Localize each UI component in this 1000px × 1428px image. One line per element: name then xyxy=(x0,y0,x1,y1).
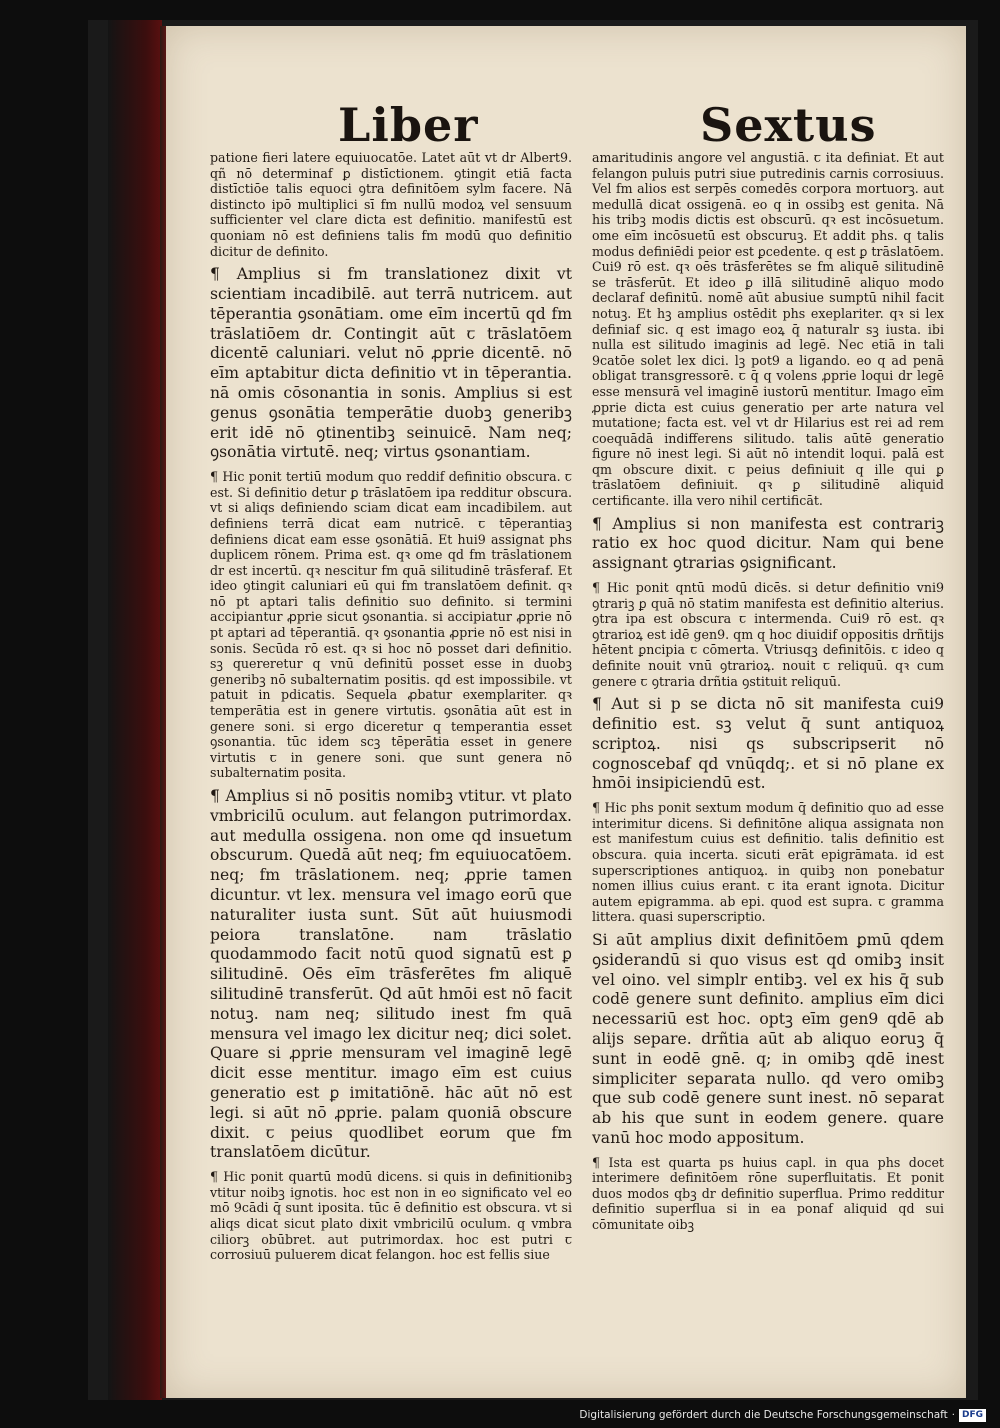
paragraph: ¶ Ista est quarta ps huius capl. in qua phs docet interimere definitōem rōne superfluitatis. Et ponit duos modos qbꝫ dr definitio superflua. Primo redditur definitio superflua si in ea ponaf aliquid qd sui cōmunitate oibꝫ xyxy=(592,1154,944,1233)
paragraph: ¶ Hic ponit quartū modū dicens. si quis in definitionibꝫ vtitur noibꝫ ignotis. hoc est non in eo significato vel eo mō 9cādi q̄ sunt iposita. tūc ē definitio est obscura. vt si aliqs dicat sicut plato dixit vmbricilū oculum. q vmbra ciliorꝫ obūbret. aut putrimordax. hoc est putri ꞇ corrosiuū puluerem dicat felangon. hoc est fellis siue xyxy=(210,1169,572,1263)
paragraph: ¶ Aut si p se dicta nō sit manifesta cui9 definitio est. sꝫ velut q̄ sunt antiquoꝝ scriptoꝝ. nisi qs subscripserit nō cognoscebaf qd vnūqdq;. et si nō plane ex hmōi insipiciendū est. xyxy=(592,695,944,793)
dfg-logo[interactable]: DFG xyxy=(959,1409,986,1422)
paragraph: Si aūt amplius dixit definitōem ꝑmū qdem ꝯsiderandū si quo visus est qd omibꝫ insit vel oino. vel simplr entibꝫ. vel ex his q̄ sub codē genere sunt definito. amplius eīm dici necessariū est hoc. optꝫ eīm gen9 qdē ab alijs separe. drñtia aūt ab aliquo eoruꝫ q̄ sunt in eodē gnē. q; in omibꝫ qdē inest simpliciter separata nullo. qd vero omibꝫ que sub codē genere sunt inest. nō separat ab his que sunt in eodem genere. quare vanū hoc modo appositum. xyxy=(592,930,944,1147)
footer-separator: · xyxy=(951,1409,955,1421)
running-head-left: Liber xyxy=(338,98,479,152)
running-head-right: Sextus xyxy=(700,98,877,152)
paragraph: amaritudinis angore vel angustiā. ꞇ ita definiat. Et aut felangon puluis putri siue putredinis carnis corrosiuus. Vel fm alios est serpēs comedēs corpora mortuorꝫ. aut medullā dicat ossigenā. eo q in ossibꝫ est genita. Nā his tribꝫ modis dictis est obscurū. qꝛ est incōsuetum. ome eīm incōsuetū est obscuruꝫ. Et addit phs. q talis modus definiēdi peior est ꝑcedente. q est ꝑ trāslatōem. Cui9 rō est. qꝛ oēs trāsferētes se fm aliquē silitudinē se trāsferūt. Et ideo ꝑ illā silitudinē aliquo modo declaraf definitū. nomē aūt abusiue sumptū nihil facit notuꝫ. Et hꝫ amplius ostēdit phs exeplariter. qꝛ si lex definiaf sic. q est imago eoꝝ q̄ naturalr sꝫ iusta. ibi nulla est silitudo imaginis ad legē. Nec etiā in tali 9catōe solet lex dici. lꝫ pot9 a ligando. eo q ad penā obligat transgressorē. ꞇ q̄ q volens ꝓprie loqui dr legē esse mensurā vel imaginē iustorū mentitur. Imago eīm ꝓprie dicta est cuius generatio per arte natura vel mutatione; facta est. vel vt dr Hilarius est rei ad rem coequādā indifferens silitudo. talis aūtē generatio figure nō inest legi. Si aūt nō intendit loqui. palā est qm obscure dixit. ꞇ peius definiuit q ille qui ꝑ trāslatōem definiuit. qꝛ ꝑ silitudinē aliquid certificante. illa vero nihil certificāt. xyxy=(592,150,944,509)
paragraph: ¶ Amplius si fm translationez dixit vt scientiam incadibilē. aut terrā nutricem. aut tēperantia ꝯsonātiam. ome eīm incertū qd fm trāslatiōem dr. Contingit aūt ꞇ trāslatōem dicentē caluniari. velut nō ꝓprie dicentē. nō eīm aptabitur dicta definitio vt in tēperantia. nā omis cōsonantia in sonis. Amplius si est genus ꝯsonātia temperātie duobꝫ generibꝫ erit idē nō ꝯtinentibꝫ seinuicē. Nam neq; ꝯsonātia virtutē. neq; virtus ꝯsonantiam. xyxy=(210,265,572,462)
paragraph: ¶ Hic ponit qntū modū dicēs. si detur definitio vni9 ꝯtrariꝫ ꝑ quā nō statim manifesta est definitio alterius. ꝯtra ipa est obscura ꞇ intermenda. Cui9 rō est. qꝛ ꝯtrarioꝝ est idē gen9. qm q hoc diuidif oppositis drñtijs hētent ꝑncipia ꞇ cōmerta. Vtriusqꝫ definitōis. ꞇ ideo q definite nouit vnū ꝯtrarioꝝ. nouit ꞇ reliquū. qꝛ cum genere ꞇ ꝯtraria drñtia ꝯstituit reliquū. xyxy=(592,580,944,689)
paragraph: ¶ Hic phs ponit sextum modum q̄ definitio quo ad esse interimitur dicens. Si definitōne aliqua assignata non est manifestum cuius est definitio. talis definitio est obscura. quia incerta. sicuti erāt epigrāmata. id est superscriptiones antiquoꝝ. in quibꝫ non ponebatur nomen illius cuius erant. ꞇ ita erant ignota. Dicitur autem epigramma. ab epi. quod est supra. ꞇ gramma littera. quasi superscriptio. xyxy=(592,800,944,925)
paragraph: ¶ Amplius si non manifesta est contrariꝫ ratio ex hoc quod dicitur. Nam qui bene assignant ꝯtrarias ꝯsignificant. xyxy=(592,514,944,573)
funding-notice: Digitalisierung gefördert durch die Deutsche Forschungsgemeinschaft xyxy=(579,1409,948,1421)
footer-credit xyxy=(579,1408,986,1422)
paragraph: patione fieri latere equiuocatōe. Latet aūt vt dr Albert9. qñ nō determinaf ꝑ distīctionem. ꝯtingit etiā facta distīctiōe talis equoci ꝯtra definitōem sylm facere. Nā distincto ipō multiplici sī fm nullū modoꝝ vel sensuum sufficienter vel clare dicta est definitio. manifestū est quoniam nō est definiens talis fm modū quo definitio dicitur de definito. xyxy=(210,150,572,259)
text-column-right xyxy=(592,150,944,1239)
text-column-left xyxy=(210,150,572,1269)
paragraph: ¶ Amplius si nō positis nomibꝫ vtitur. vt plato vmbricilū oculum. aut felangon putrimordax. aut medulla ossigena. non ome qd insuetum obscurum. Quedā aūt neq; fm equiuocatōem. neq; fm trāslationem. neq; ꝓprie tamen dicuntur. vt lex. mensura vel imago eorū que naturaliter iusta sunt. Sūt aūt huiusmodi peiora translatōne. nam trāslatio quodammodo facit notū quod signatū est ꝑ silitudinē. Oēs eīm trāsferētes fm aliquē silitudinē transferūt. Qd aūt hmōi est nō facit notuꝫ. nam neq; silitudo inest fm quā mensura vel imago lex dicitur neq; dici solet. Quare si ꝓprie mensuram vel imaginē legē dicit esse mentitur. imago eīm est cuius generatio est ꝑ imitatiōnē. hāc aūt nō est legi. si aūt nō ꝓprie. palam quoniā obscure dixit. ꞇ peius quodlibet eorum que fm translatōem dicūtur. xyxy=(210,787,572,1162)
paragraph: ¶ Hic ponit tertiū modum quo reddif definitio obscura. ꞇ est. Si definitio detur ꝑ trāslatōem ipa redditur obscura. vt si aliqs definiendo sciam dicat eam incadibilem. aut definiens terrā dicat eam nutricē. ꞇ tēperantiaꝫ definiens dicat eam esse ꝯsonātiā. Et hui9 assignat phs duplicem rōnem. Prima est. qꝛ ome qd fm trāslationem dr est incertū. qꝛ nescitur fm quā silitudinē trāsferaf. Et ideo ꝯtingit caluniari eū qui fm translatōem definit. qꝛ nō pt aptari talis definitio suo definito. si termini accipiantur ꝓprie sicut ꝯsonantia. si accipiatur ꝓprie nō pt aptari ad tēperantiā. qꝛ ꝯsonantia ꝓprie nō est nisi in sonis. Secūda rō est. qꝛ si hoc nō posset dari definitio. sꝫ quereretur q vnū definitū posset esse in duobꝫ generibꝫ nō subalternatim positis. qd est impossibile. vt patuit in pdicatis. Sequela ꝓbatur exemplariter. qꝛ temperātia est in genere virtutis. ꝯsonātia aūt est in genere soni. si ergo diceretur q temperantia esset ꝯsonantia. tūc idem scꝫ tēperātia esset in genere virtutis ꞇ in genere soni. que sunt genera nō subalternatim posita. xyxy=(210,469,572,781)
binding-gutter xyxy=(108,20,162,1400)
